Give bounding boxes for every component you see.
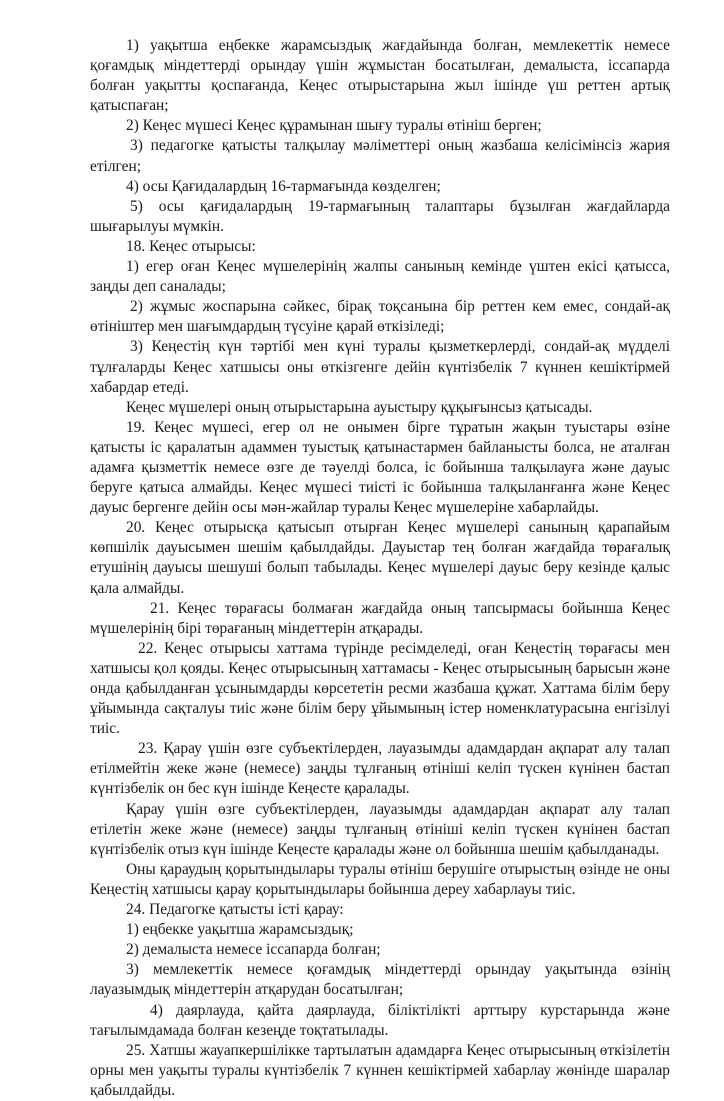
section-25: 25. Хатшы жауапкершілікке тартылатын адамдарға Кеңес отырысының өткізілетін орны мен уақыты туралы күнтізбелік 7 күннен кешіктірмей хабарлау жөнінде шаралар қабылдайды. — [90, 1041, 670, 1099]
section-18-heading: 18. Кеңес отырысы: — [126, 237, 256, 255]
document-page — [90, 36, 670, 1101]
paragraph-17-item-4: 4) осы Қағидалардың 16-тармағында көзделген; — [126, 177, 441, 195]
section-24-item-1: 1) еңбекке уақытша жарамсыздық; — [126, 921, 354, 939]
section-18-item-2: 2) жұмыс жоспарына сәйкес, бірақ тоқсанына бір реттен кем емес, сондай-ақ өтініштер мен шағымдардың түсуіне қарай өткізіледі; — [90, 298, 670, 336]
section-24-item-3: 3) мемлекеттік немесе қоғамдық міндеттерді орындау уақытында өзінің лауазымдық міндеттерін атқарудан босатылған; — [90, 961, 670, 999]
section-23-paragraph-3: Оны қараудың қорытындылары туралы өтініш берушіге отырыстың өзінде не оны Кеңестің хатшысы қарау қорытындылары бойынша дереу хабарлауы тиіс. — [90, 860, 670, 898]
section-20: 20. Кеңес отырысқа қатысып отырған Кеңес мүшелері санының қарапайым көпшілік дауысымен шешім қабылдайды. Дауыстар тең болған жағдайда төрағалық етушінің дауысы шешуші болып табылады. Кеңес мүшелері дауыс беру кезінде қалыс қала алмайды. — [90, 519, 670, 597]
section-18-note: Кеңес мүшелері оның отырыстарына ауыстыру құқығынсыз қатысады. — [126, 398, 593, 416]
section-18-item-1: 1) егер оған Кеңес мүшелерінің жалпы санының кемінде үштен екісі қатысса, заңды деп саналады; — [90, 258, 670, 296]
section-24-heading: 24. Педагогке қатысты істі қарау: — [126, 901, 344, 919]
section-19: 19. Кеңес мүшесі, егер ол не онымен бірге тұратын жақын туыстары өзіне қатысты іс қаралатын адаммен туыстық қатынастармен байланысты болса, не аталған адамға қызметтік немесе өзге де тәуелді болса, іс бойынша талқылауға және дауыс беруге қатыса алмайды. Кеңес мүшесі тиісті іс бойынша талқыланғанға және Кеңес дауыс бергенге дейін осы мән-жайлар туралы Кеңес мүшелеріне хабарлайды. — [90, 418, 670, 517]
section-21: 21. Кеңес төрағасы болмаған жағдайда оның тапсырмасы бойынша Кеңес мүшелерінің бірі төрағаның міндеттерін атқарады. — [90, 599, 670, 637]
section-18-item-3: 3) Кеңестің күн тәртібі мен күні туралы қызметкерлерді, сондай-ақ мүдделі тұлғаларды Кеңес хатшысы оны өткізгенге дейін күнтізбелік 7 күннен кешіктірмей хабардар етеді. — [90, 338, 670, 396]
paragraph-17-item-5: 5) осы қағидалардың 19-тармағының талаптары бұзылған жағдайларда шығарылуы мүмкін. — [90, 197, 670, 235]
paragraph-17-item-1: 1) уақытша еңбекке жарамсыздық жағдайында болған, мемлекеттік немесе қоғамдық міндеттерді орындау үшін жұмыстан босатылған, демалыста, іссапарда болған уақытты қоспағанда, Кеңес отырыстарына жыл ішінде үш реттен артық қатыспаған; — [90, 37, 670, 115]
section-22: 22. Кеңес отырысы хаттама түрінде ресімделеді, оған Кеңестің төрағасы мен хатшысы қол қояды. Кеңес отырысының хаттамасы - Кеңес отырысының барысын және онда қабылданған ұсынымдарды көрсететін ресми жазбаша құжат. Хаттама білім беру ұйымында сақталуы тиіс және білім беру ұйымының істер номенклатурасына енгізілуі тиіс. — [90, 639, 670, 738]
section-24-item-2: 2) демалыста немесе іссапарда болған; — [126, 941, 381, 959]
paragraph-17-item-3: 3) педагогке қатысты талқылау мәліметтері оның жазбаша келісімінсіз жария етілген; — [90, 137, 670, 175]
paragraph-17-item-2: 2) Кеңес мүшесі Кеңес құрамынан шығу туралы өтініш берген; — [126, 117, 542, 135]
section-23-paragraph-2: Қарау үшін өзге субъектілерден, лауазымды адамдардан ақпарат алу талап етілетін жеке және (немесе) заңды тұлғаның өтініші келіп түскен күнінен бастап күнтізбелік отыз күн ішінде Кеңесте қаралады және ол бойынша шешім қабылданады. — [90, 800, 670, 858]
section-24-item-4: 4) даярлауда, қайта даярлауда, біліктілікті арттыру курстарында және тағылымдамада болған кезеңде тоқтатылады. — [90, 1001, 670, 1039]
section-23: 23. Қарау үшін өзге субъектілерден, лауазымды адамдардан ақпарат алу талап етілмейтін жеке және (немесе) заңды тұлғаның өтініші келіп түскен күнінен бастап күнтізбелік он бес күн ішінде Кеңесте қаралады. — [90, 740, 670, 798]
